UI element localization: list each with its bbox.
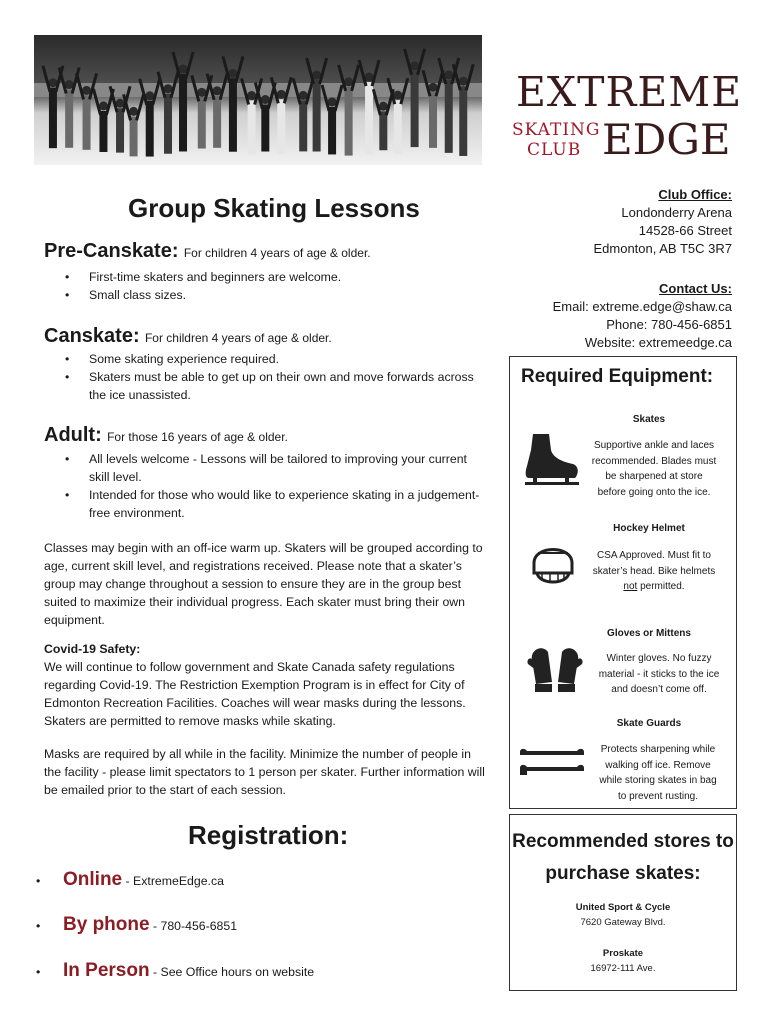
page-title: Group Skating Lessons (128, 193, 420, 223)
registration-label: By phone (63, 914, 150, 935)
registration-detail: - See Office hours on website (149, 965, 315, 979)
skater-figure (198, 97, 206, 148)
equipment-desc (590, 548, 718, 595)
skater-figure (179, 74, 187, 151)
store-name: United Sport & Cycle (575, 902, 671, 913)
store-address: 7620 Gateway Blvd. (580, 917, 666, 928)
logo-skating: SKATING (512, 120, 601, 140)
registration-detail: - ExtremeEdge.ca (122, 874, 224, 888)
helmet-icon (530, 537, 576, 589)
bullet: • (36, 874, 41, 888)
skater-figure (146, 101, 154, 157)
stores-title: Recommended stores to purchase skates: (512, 831, 734, 884)
logo-edge: EDGE (602, 115, 731, 164)
level-sep: : (95, 424, 102, 446)
classes-text: Classes may begin with an off-ice warm up. Skaters will be grouped according to age, current skill level, and registrations received. Please note that a skater’s group may change throughout a session to ensure they are in the group best suited to maximize their individual progress. Each skater must bring their own equipment. (44, 541, 483, 627)
level-heading (44, 424, 288, 447)
level-desc: For those 16 years of age & older. (103, 430, 288, 444)
skater-figure (345, 87, 353, 156)
skater-figure (379, 111, 387, 150)
equipment-desc: Supportive ankle and laces recommended. Blades must be sharpened at store before going onto the ice. (591, 440, 717, 498)
level-name: Adult (44, 424, 96, 446)
skater-figure (229, 78, 237, 151)
skater-figure (411, 71, 419, 147)
registration-title: Registration: (188, 820, 349, 850)
skaters-photo (34, 35, 482, 165)
registration-label: In Person (63, 960, 150, 981)
equipment-name: Skate Guards (616, 718, 682, 729)
skate-icon (519, 432, 583, 494)
level-bullets (44, 350, 494, 404)
equipment-desc-underline: not (623, 581, 638, 592)
level-bullets (44, 450, 490, 522)
skater-figure (248, 101, 256, 155)
equipment-name: Gloves or Mittens (607, 628, 691, 639)
equipment-name: Skates (632, 414, 666, 425)
list-item: • Small class sizes. (44, 286, 490, 304)
masks-text: Masks are required by all while in the facility. Minimize the number of people in the facility - please limit spectators to 1 person per skater. Further information will be emailed prior to the start of each session. (44, 747, 485, 797)
skater-figure (394, 100, 402, 154)
equipment-desc-part: CSA Approved. Must fit to skater’s head. Bike helmets (592, 550, 716, 577)
level-desc: For children 4 years of age & older. (180, 246, 371, 260)
level-name: Canskate (44, 325, 133, 347)
skater-figure (261, 105, 269, 152)
skater-figure (213, 96, 221, 148)
level-heading (44, 325, 332, 348)
equipment-name: Hockey Helmet (613, 523, 685, 534)
registration-detail: - 780-456-6851 (149, 919, 238, 933)
skater-figure (459, 86, 467, 156)
store-name: Proskate (602, 948, 644, 959)
classes-paragraph (44, 539, 490, 629)
list-item: • First-time skaters and beginners are welcome. (44, 268, 490, 286)
club-office (593, 186, 732, 258)
office-line: 14528-66 Street (638, 223, 732, 238)
mittens-icon (526, 642, 584, 694)
skater-figure (130, 116, 138, 156)
store-address: 16972-111 Ave. (590, 963, 656, 974)
contact-us (553, 280, 732, 352)
equipment-desc: Protects sharpening while walking off ice. Remove while storing skates in bag to prevent rusting. (599, 744, 717, 802)
club-office-heading: Club Office: (658, 187, 732, 202)
skater-figure (299, 100, 307, 151)
bullet: • (36, 965, 41, 979)
skater-figure (277, 99, 285, 153)
skater-figure (328, 107, 336, 154)
registration-in-person[interactable] (36, 960, 314, 982)
registration-online[interactable] (36, 869, 224, 891)
registration-phone[interactable] (36, 914, 237, 936)
covid-heading: Covid-19 Safety: (44, 642, 141, 656)
skater-figure (116, 108, 124, 152)
bullet: • (36, 919, 41, 933)
equipment-desc-part: permitted. (637, 581, 685, 592)
skater-figure (429, 92, 437, 148)
office-line: Londonderry Arena (621, 205, 732, 220)
skater-figure (445, 80, 453, 153)
list-item: • All levels welcome - Lessons will be tailored to improving your current skill level. (44, 450, 490, 486)
logo-extreme: EXTREME (516, 68, 743, 116)
covid-text: We will continue to follow government and Skate Canada safety regulations regarding Covid-19. The Restriction Exemption Program is in effect for City of Edmonton Recreation Facilities. Coaches will wear masks during the lessons. Skaters are permitted to remove masks while skating. (44, 660, 466, 728)
logo-club: CLUB (527, 140, 582, 160)
skater-figure (49, 88, 57, 148)
contact-email[interactable]: Email: extreme.edge@shaw.ca (552, 299, 732, 314)
skater-figure (313, 80, 321, 152)
registration-label: Online (63, 869, 123, 890)
contact-website[interactable]: Website: extremeedge.ca (584, 335, 732, 350)
level-heading (44, 240, 371, 263)
skater-figure (99, 111, 107, 152)
level-bullets (44, 268, 490, 304)
level-sep: : (132, 325, 140, 347)
office-line: Edmonton, AB T5C 3R7 (593, 241, 732, 256)
list-item: • Some skating experience required. (44, 350, 494, 368)
skater-figure (164, 94, 172, 154)
level-name: Pre-Canskate (44, 240, 172, 262)
skater-figure (65, 90, 73, 148)
list-item: • Intended for those who would like to experience skating in a judgement-free environment. (44, 486, 490, 522)
level-desc: For children 4 years of age & older. (141, 331, 332, 345)
covid-section (44, 640, 490, 730)
equipment-desc: Winter gloves. No fuzzy material - it sticks to the ice and doesn’t come off. (598, 653, 720, 695)
skater-figure (365, 82, 373, 154)
level-sep: : (171, 240, 179, 262)
equipment-title: Required Equipment: (521, 366, 714, 387)
contact-heading: Contact Us: (659, 281, 732, 296)
masks-paragraph (44, 745, 490, 799)
skater-figure (83, 95, 91, 149)
list-item: • Skaters must be able to get up on their own and move forwards across the ice unassisted. (44, 368, 494, 404)
contact-phone[interactable]: Phone: 780-456-6851 (606, 317, 732, 332)
skate-guard-icon (517, 746, 587, 778)
